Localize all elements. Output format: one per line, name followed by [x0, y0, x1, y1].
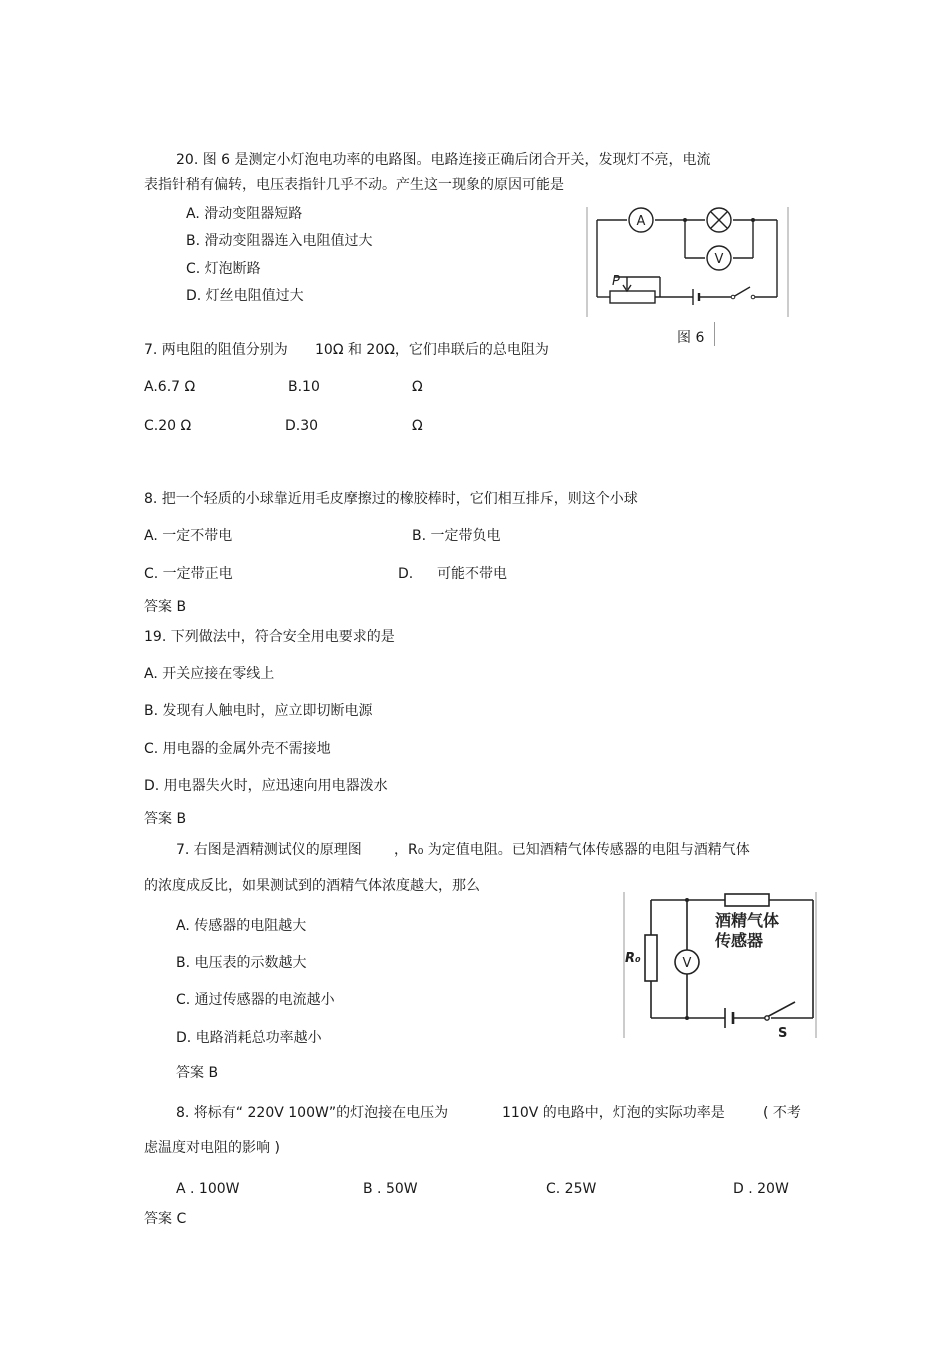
- ammeter-label: A: [636, 214, 646, 229]
- q7a-option-b-unit: Ω: [412, 379, 423, 395]
- q20-option-b: B. 滑动变阻器连入电阻值过大: [186, 233, 373, 249]
- q7a-option-b: B.10: [288, 379, 320, 395]
- q8a-option-c: C. 一定带正电: [144, 566, 233, 582]
- q8b-stem-line2: 虑温度对电阻的影响 ): [144, 1140, 280, 1156]
- slider-label: P: [612, 274, 620, 289]
- q7a-stem-part1: 7. 两电阻的阻值分别为: [144, 342, 288, 358]
- alcohol-tester-circuit: [623, 890, 818, 1040]
- q20-option-a: A. 滑动变阻器短路: [186, 206, 303, 222]
- q7a-option-d: D.30: [285, 418, 319, 434]
- q7b-stem-part1: 7. 右图是酒精测试仪的原理图: [176, 842, 362, 858]
- q8b-option-a: A . 100W: [176, 1181, 240, 1197]
- q20-stem-line2: 表指针稍有偏转，电压表指针几乎不动。产生这一现象的原因可能是: [144, 177, 564, 193]
- q7b-stem-line2: 的浓度成反比，如果测试到的酒精气体浓度越大，那么: [144, 878, 480, 894]
- r0-resistor: [645, 935, 657, 981]
- q20-stem-line1: 20. 图 6 是测定小灯泡电功率的电路图。电路连接正确后闭合开关，发现灯不亮，电流: [176, 152, 711, 168]
- q7a-stem-part2: 10Ω 和 20Ω，它们串联后的总电阻为: [315, 342, 549, 358]
- q8b-option-b: B . 50W: [363, 1181, 418, 1197]
- figure-6-circuit: [585, 205, 790, 320]
- r0-label: R₀: [625, 951, 641, 966]
- q8a-option-d: 可能不带电: [437, 566, 507, 582]
- q19-option-d: D. 用电器失火时，应迅速向用电器泼水: [144, 778, 388, 794]
- q19-stem: 19. 下列做法中，符合安全用电要求的是: [144, 629, 395, 645]
- sensor-resistor: [725, 894, 769, 906]
- q8b-answer: 答案 C: [144, 1211, 187, 1227]
- q8b-option-c: C. 25W: [546, 1181, 597, 1197]
- q20-option-c: C. 灯泡断路: [186, 261, 261, 277]
- q8b-stem-part1: 8. 将标有“ 220V 100W”的灯泡接在电压为: [176, 1105, 449, 1121]
- q8b-stem-part2: 110V 的电路中，灯泡的实际功率是: [502, 1105, 725, 1121]
- voltmeter-label: V: [682, 956, 692, 971]
- q8b-option-d: D . 20W: [733, 1181, 789, 1197]
- q8a-option-a: A. 一定不带电: [144, 528, 233, 544]
- q20-option-d: D. 灯丝电阻值过大: [186, 288, 304, 304]
- q19-option-c: C. 用电器的金属外壳不需接地: [144, 741, 331, 757]
- q19-option-b: B. 发现有人触电时，应立即切断电源: [144, 703, 373, 719]
- q7b-answer: 答案 B: [176, 1065, 219, 1081]
- voltmeter-label: V: [714, 252, 724, 267]
- sensor-label-line1: 酒精气体: [715, 911, 780, 930]
- q8a-stem: 8. 把一个轻质的小球靠近用毛皮摩擦过的橡胶棒时，它们相互排斥，则这个小球: [144, 491, 638, 507]
- q7b-option-c: C. 通过传感器的电流越小: [176, 992, 335, 1008]
- q7b-option-a: A. 传感器的电阻越大: [176, 918, 307, 934]
- switch-label: S: [778, 1026, 788, 1040]
- q19-answer: 答案 B: [144, 811, 187, 827]
- q8a-option-b: B. 一定带负电: [412, 528, 501, 544]
- q7a-option-a: A.6.7 Ω: [144, 379, 196, 395]
- q8a-answer: 答案 B: [144, 599, 187, 615]
- q8a-option-d-letter: D.: [398, 566, 414, 582]
- sensor-label-line2: 传感器: [715, 931, 764, 950]
- figure-6-caption: 图 6: [677, 330, 705, 346]
- q19-option-a: A. 开关应接在零线上: [144, 666, 275, 682]
- q7b-option-d: D. 电路消耗总功率越小: [176, 1030, 322, 1046]
- q7b-option-b: B. 电压表的示数越大: [176, 955, 307, 971]
- q8b-stem-part3: ( 不考: [763, 1105, 801, 1121]
- q7b-stem-part2: ，R₀ 为定值电阻。已知酒精气体传感器的电阻与酒精气体: [394, 842, 750, 858]
- q7a-option-d-unit: Ω: [412, 418, 423, 434]
- q7a-option-c: C.20 Ω: [144, 418, 192, 434]
- caption-divider: [714, 322, 715, 346]
